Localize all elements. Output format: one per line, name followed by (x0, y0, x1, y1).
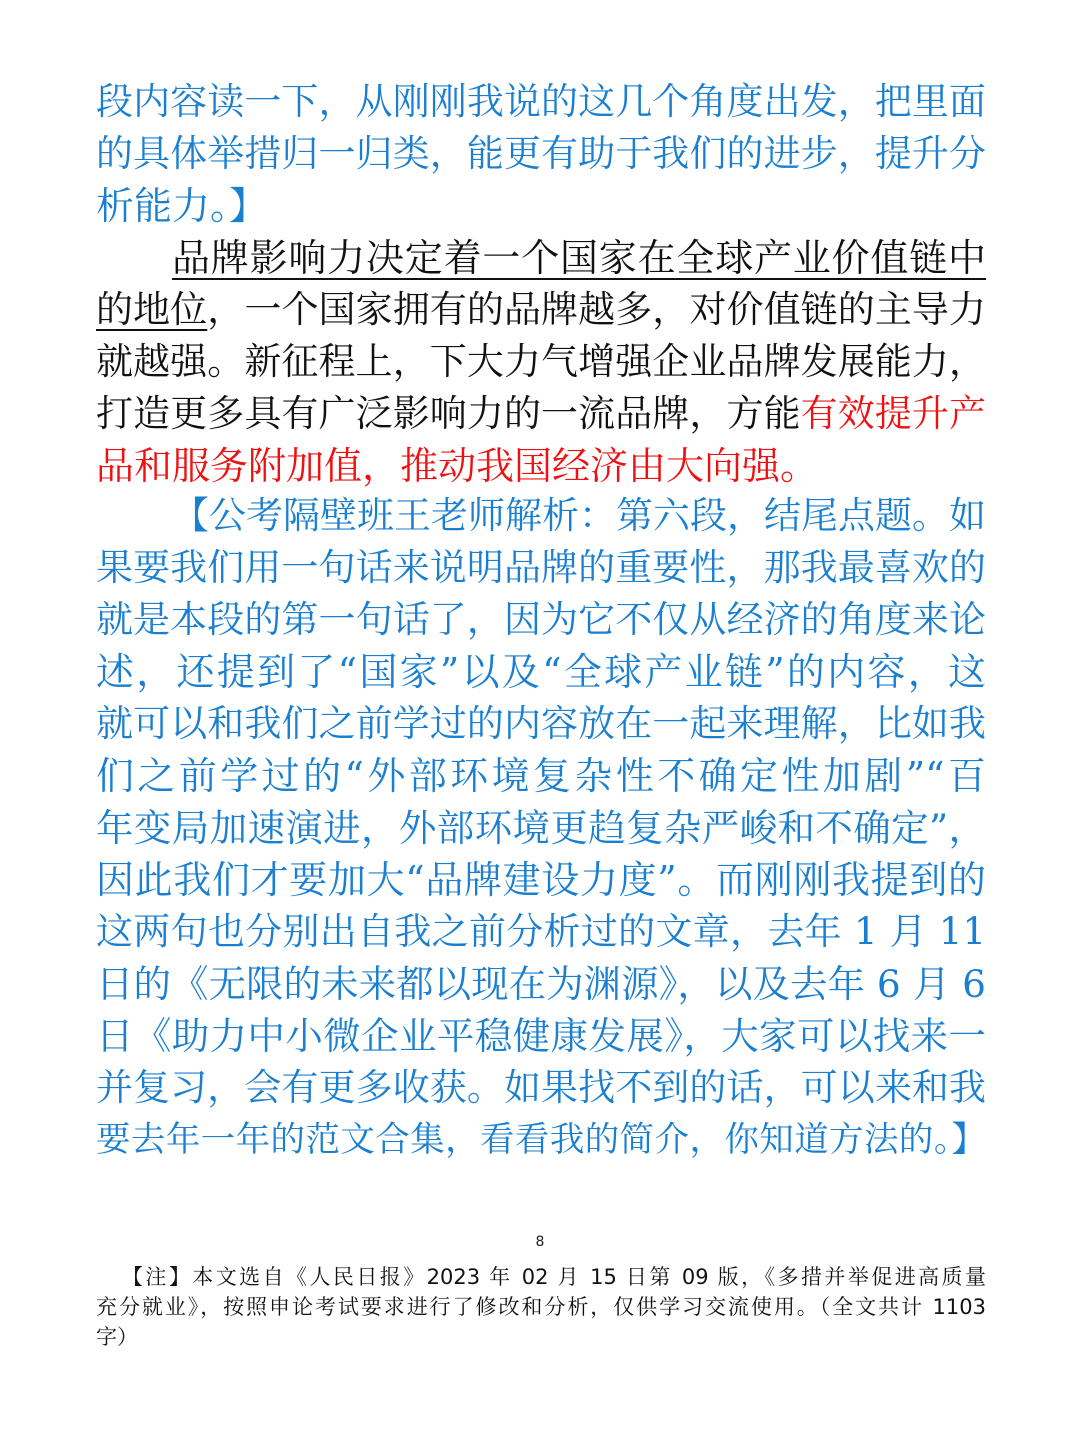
analysis-line-6: 们之前学过的“外部环境复杂性不确定性加剧”“百 (96, 754, 986, 798)
body-line-5: 品和服务附加值，推动我国经济由大向强。 (96, 444, 819, 488)
analysis-line-9: 这两句也分别出自我之前分析过的文章，去年 1 月 11 (96, 910, 986, 953)
key-sentence-underlined-end: 的地位 (96, 288, 208, 331)
note-line-3: 字） (96, 1325, 138, 1349)
body-line-3: 就越强。新征程上，下大力气增强企业品牌发展能力， (96, 340, 986, 383)
note-line-1: 【注】本文选自《人民日报》2023 年 02 月 15 日第 09 版，《多措并举促进高质量 (122, 1265, 986, 1289)
analysis-line-11: 日《助力中小微企业平稳健康发展》，大家可以找来一 (96, 1014, 986, 1058)
body-line-4 (96, 388, 986, 440)
body-text: ，一个国家拥有的品牌越多，对价值链的主导力 (207, 288, 987, 331)
analysis-prev-line-2: 的具体举措归一归类，能更有助于我们的进步，提升分 (96, 132, 986, 175)
note-line-2: 充分就业》，按照申论考试要求进行了修改和分析，仅供学习交流使用。（全文共计 1103 (96, 1295, 986, 1319)
analysis-line-10: 日的《无限的未来都以现在为渊源》，以及去年 6 月 6 (96, 962, 986, 1006)
analysis-line-4: 述，还提到了“国家”以及“全球产业链”的内容，这 (96, 650, 986, 694)
body-line-1 (172, 232, 986, 284)
page-number: 8 (535, 1234, 545, 1250)
body-text: 打造更多具有广泛影响力的一流品牌，方能 (96, 392, 801, 435)
analysis-line-12: 并复习，会有更多收获。如果找不到的话，可以来和我 (96, 1066, 986, 1109)
highlight-text: 有效提升产 (800, 392, 987, 435)
key-sentence-underlined: 品牌影响力决定着一个国家在全球产业价值链中 (172, 236, 986, 280)
analysis-line-5: 就可以和我们之前学过的内容放在一起来理解，比如我 (96, 702, 986, 745)
analysis-line-2: 果要我们用一句话来说明品牌的重要性，那我最喜欢的 (96, 546, 986, 589)
analysis-line-8: 因此我们才要加大“品牌建设力度”。而刚刚我提到的 (96, 858, 986, 902)
body-line-2 (96, 284, 986, 336)
analysis-line-7: 年变局加速演进，外部环境更趋复杂严峻和不确定”， (96, 806, 986, 850)
analysis-prev-line-1: 段内容读一下，从刚刚我说的这几个角度出发，把里面 (96, 80, 986, 123)
analysis-line-13: 要去年一年的范文合集，看看我的简介，你知道方法的。】 (96, 1120, 986, 1160)
analysis-prev-line-3: 析能力。】 (96, 184, 268, 228)
analysis-line-3: 就是本段的第一句话了，因为它不仅从经济的角度来论 (96, 598, 986, 641)
analysis-line-1: 【公考隔壁班王老师解析：第六段，结尾点题。如 (172, 494, 986, 537)
